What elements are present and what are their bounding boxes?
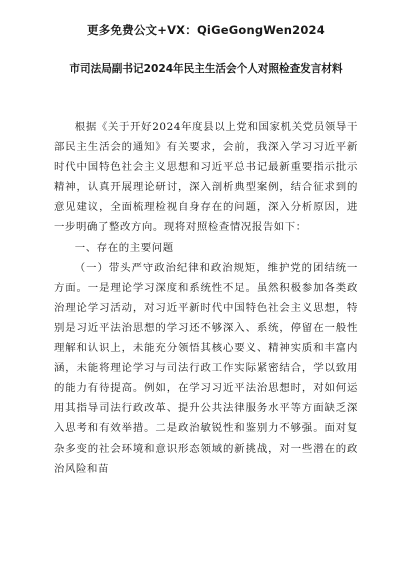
- document-title: 市司法局副书记2024年民主生活会个人对照检查发言材料: [69, 63, 343, 75]
- section-heading-one: 一、存在的主要问题: [74, 241, 174, 254]
- document-header: 更多免费公文+VX：QiGeGongWen2024: [87, 23, 325, 37]
- document-body: [54, 117, 358, 479]
- intro-paragraph: 根据《关于开好2024年度县以上党和国家机关党员领导干部民主生活会的通知》有关要求，会前，我深入学习习近平新时代中国特色社会主义思想和习近平总书记最新重要指示批示精神，认真开展理论研讨，深入剖析典型案例，结合征求到的意见建议，全面梳理检视自身存在的问题，深入分析原因，进一步明确了整改方向。现将对照检查情况报告如下：: [54, 121, 358, 234]
- item-one-paragraph: （一）带头严守政治纪律和政治规矩，维护党的团结统一方面。一是理论学习深度和系统性不足。虽然积极参加各类政治理论学习活动，对习近平新时代中国特色社会主义思想，特别是习近平法治思想的学习还不够深入、系统，停留在一般性理解和认识上，未能充分领悟其核心要义、精神实质和丰富内涵，未能将理论学习与司法行政工作实际紧密结合，学以致用的能力有待提高。例如，在学习习近平法治思想时，对如何运用其指导司法行政改革、提升公共法律服务水平等方面缺乏深入思考和有效举措。二是政治敏锐性和鉴别力不够强。面对复杂多变的社会环境和意识形态领域的新挑战，对一些潜在的政治风险和苗: [54, 261, 358, 475]
